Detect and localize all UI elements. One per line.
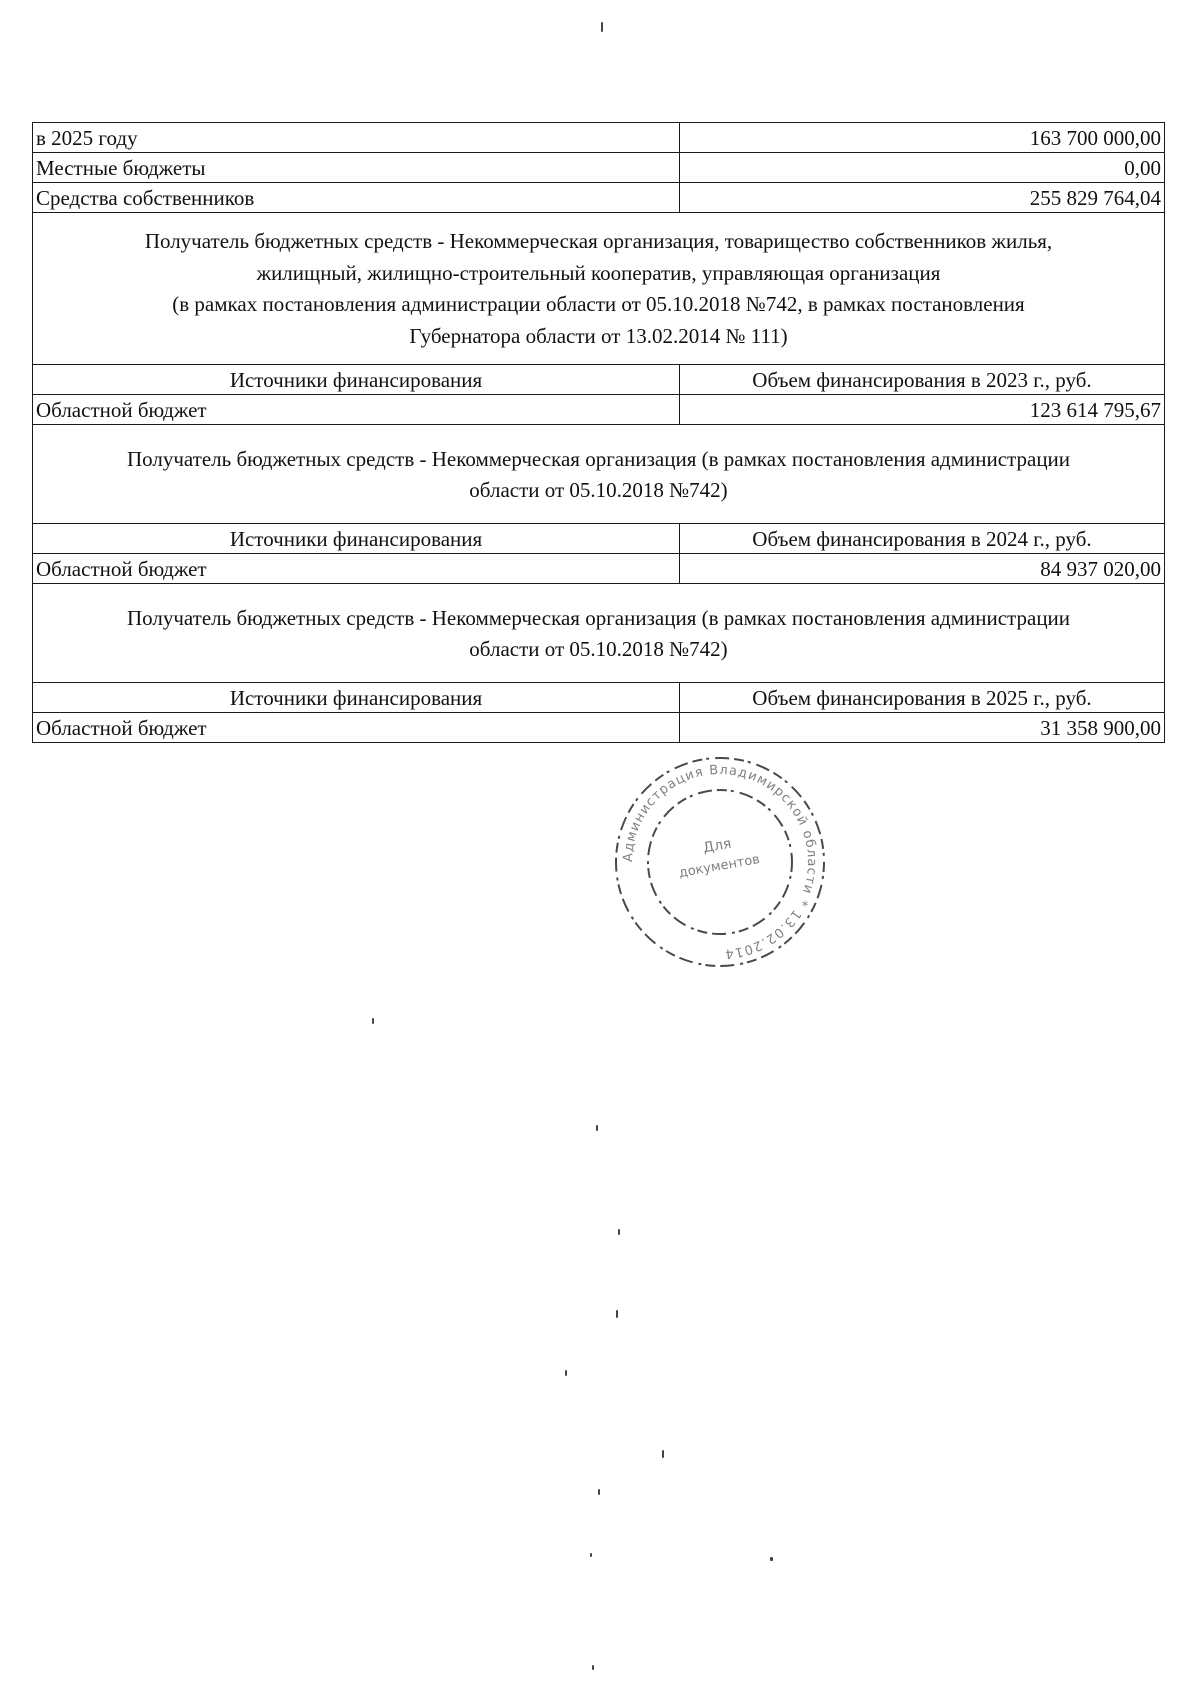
table-row: [33, 123, 1165, 153]
seal-center-line1: Для: [701, 835, 733, 857]
seal-ring-text: Администрация Владимирской области * 13.02.2014: [620, 762, 820, 961]
recipient-cell: [33, 213, 1165, 365]
header-sources: Источники финансирования: [33, 683, 680, 713]
scan-speck: [596, 1125, 598, 1131]
row-label: Областной бюджет: [33, 395, 680, 425]
recipient-text: Губернатора области от 13.02.2014 № 111): [409, 323, 788, 348]
row-value: 163 700 000,00: [680, 123, 1165, 153]
scan-speck: [601, 22, 603, 32]
recipient-text: (в рамках постановления администрации области от 05.10.2018 №742, в рамках постановления: [172, 292, 1025, 316]
row-value: 31 358 900,00: [680, 713, 1165, 743]
table-row: [33, 395, 1165, 425]
recipient-row: [33, 213, 1165, 365]
row-label: Местные бюджеты: [33, 153, 680, 183]
scan-speck: [616, 1310, 618, 1318]
recipient-cell: [33, 584, 1165, 683]
header-row: [33, 365, 1165, 395]
header-volume: Объем финансирования в 2025 г., руб.: [680, 683, 1165, 713]
table-row: [33, 183, 1165, 213]
recipient-row: [33, 425, 1165, 524]
scan-speck: [372, 1018, 374, 1024]
recipient-row: [33, 584, 1165, 683]
header-row: [33, 524, 1165, 554]
header-sources: Источники финансирования: [33, 365, 680, 395]
row-value: 84 937 020,00: [680, 554, 1165, 584]
table-row: [33, 713, 1165, 743]
recipient-cell: [33, 425, 1165, 524]
row-label: Средства собственников: [33, 183, 680, 213]
table-row: [33, 153, 1165, 183]
header-row: [33, 683, 1165, 713]
scan-speck: [618, 1229, 620, 1235]
row-label: Областной бюджет: [33, 713, 680, 743]
scan-speck: [598, 1489, 600, 1495]
official-seal: [600, 752, 840, 972]
recipient-text: области от 05.10.2018 №742): [469, 478, 728, 502]
header-sources: Источники финансирования: [33, 524, 680, 554]
scan-speck: [662, 1450, 664, 1458]
header-volume: Объем финансирования в 2023 г., руб.: [680, 365, 1165, 395]
row-label: в 2025 году: [33, 123, 680, 153]
row-label: Областной бюджет: [33, 554, 680, 584]
recipient-text: Получатель бюджетных средств - Некоммерческая организация (в рамках постановления администрации: [126, 605, 1071, 630]
scan-speck: [770, 1557, 773, 1561]
scan-speck: [590, 1553, 592, 1557]
recipient-text: области от 05.10.2018 №742): [469, 637, 728, 661]
scan-speck: [565, 1370, 567, 1376]
row-value: 255 829 764,04: [680, 183, 1165, 213]
header-volume: Объем финансирования в 2024 г., руб.: [680, 524, 1165, 554]
scan-speck: [592, 1665, 594, 1670]
row-value: 0,00: [680, 153, 1165, 183]
seal-center-line2: документов: [677, 852, 762, 882]
recipient-text: Получатель бюджетных средств - Некоммерческая организация (в рамках постановления администрации: [126, 446, 1071, 471]
recipient-text: Получатель бюджетных средств - Некоммерческая организация, товарищество собственников жилья,: [144, 229, 1053, 253]
table-row: [33, 554, 1165, 584]
row-value: 123 614 795,67: [680, 395, 1165, 425]
recipient-text: жилищный, жилищно-строительный кооператив, управляющая организация: [256, 260, 941, 285]
financing-table: [32, 122, 1165, 743]
